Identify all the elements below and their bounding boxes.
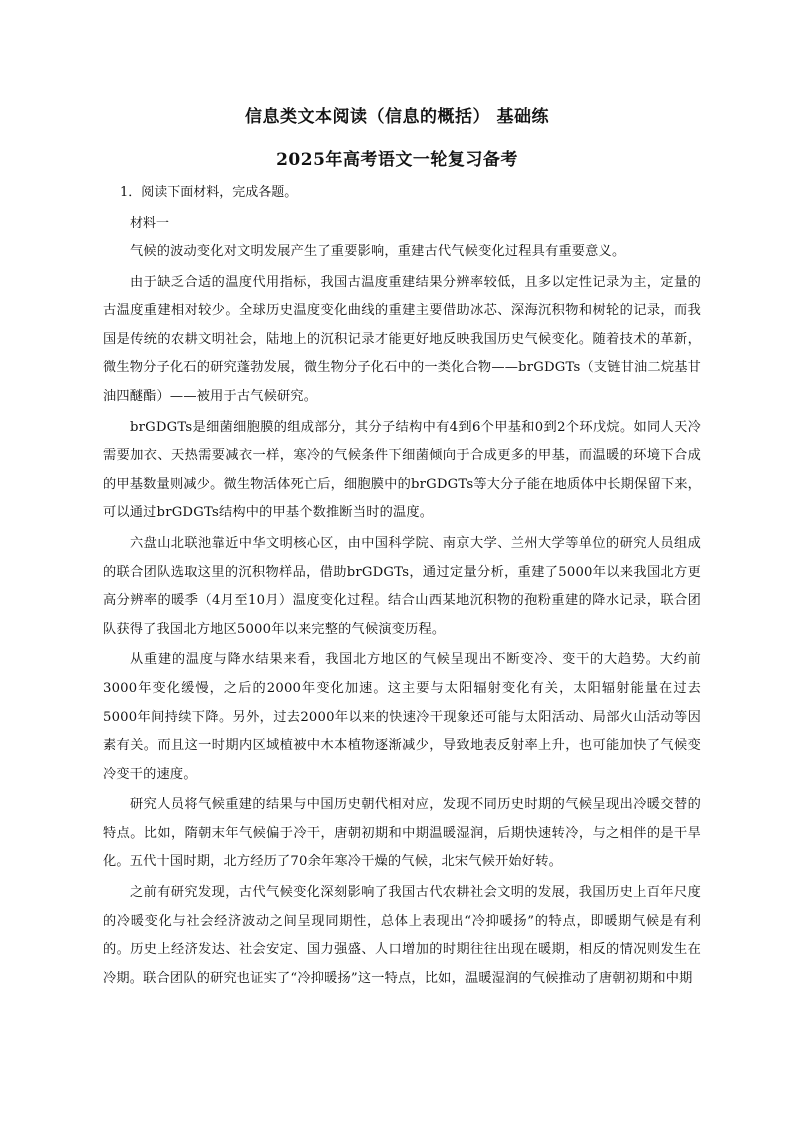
material-body [103,238,701,995]
paragraph: 之前有研究发现，古代气候变化深刻影响了我国古代农耕社会文明的发展，我国历史上百年尺度的冷暖变化与社会经济波动之间呈现同期性，总体上表现出“冷抑暖扬”的特点，即暖期气候是有利的。历史上经济发达、社会安定、国力强盛、人口增加的时期往往出现在暖期，相反的情况则发生在冷期。联合团队的研究也证实了“冷抑暖扬”这一特点，比如，温暖湿润的气候推动了唐朝初期和中期 [103,885,701,986]
paragraph: 从重建的温度与降水结果来看，我国北方地区的气候呈现出不断变冷、变干的大趋势。大约前3000年变化缓慢，之后的2000年变化加速。这主要与太阳辐射变化有关，太阳辐射能量在过去5000年间持续下降。另外，过去2000年以来的快速冷干现象还可能与太阳活动、局部火山活动等因素有关。而且这一时期内区域植被中木本植物逐渐减少，导致地表反射率上升，也可能加快了气候变冷变干的速度。 [103,652,701,782]
document-title: 信息类文本阅读（信息的概括） 基础练 [245,107,549,127]
paragraph: brGDGTs是细菌细胞膜的组成部分，其分子结构中有4到6个甲基和0到2个环戊烷。如同人天冷需要加衣、天热需要减衣一样，寒冷的气候条件下细菌倾向于合成更多的甲基，而温暖的环境下合成的甲基数量则减少。微生物活体死亡后，细胞膜中的brGDGTs等大分子能在地质体中长期保留下来，可以通过brGDGTs结构中的甲基个数推断当时的温度。 [103,419,701,521]
paragraph: 由于缺乏合适的温度代用指标，我国古温度重建结果分辨率较低，且多以定性记录为主，定量的古温度重建相对较少。全球历史温度变化曲线的重建主要借助冰芯、深海沉积物和树轮的记录，而我国是传统的农耕文明社会，陆地上的沉积记录才能更好地反映我国历史气候变化。随着技术的革新，微生物分子化石的研究蓬勃发展，微生物分子化石中的一类化合物——brGDGTs（支链甘油二烷基甘油四醚酯）——被用于古气候研究。 [103,274,701,404]
paragraph: 六盘山北联池靠近中华文明核心区，由中国科学院、南京大学、兰州大学等单位的研究人员组成的联合团队选取这里的沉积物样品，借助brGDGTs，通过定量分析，重建了5000年以来我国北方更高分辨率的暖季（4月至10月）温度变化过程。结合山西某地沉积物的孢粉重建的降水记录，联合团队获得了我国北方地区5000年以来完整的气候演变历程。 [103,535,701,637]
material-label: 材料一 [130,216,170,231]
paragraph: 气候的波动变化对文明发展产生了重要影响，重建古代气候变化过程具有重要意义。 [130,244,626,259]
document-subtitle: 2025年高考语文一轮复习备考 [276,150,518,170]
question-intro: 1．阅读下面材料，完成各题。 [120,185,298,200]
paragraph: 研究人员将气候重建的结果与中国历史朝代相对应，发现不同历史时期的气候呈现出冷暖交替的特点。比如，隋朝末年气候偏于冷干，唐朝初期和中期温暖湿润，后期快速转冷，与之相伴的是干旱化。五代十国时期，北方经历了70余年寒冷干燥的气候，北宋气候开始好转。 [103,797,701,870]
